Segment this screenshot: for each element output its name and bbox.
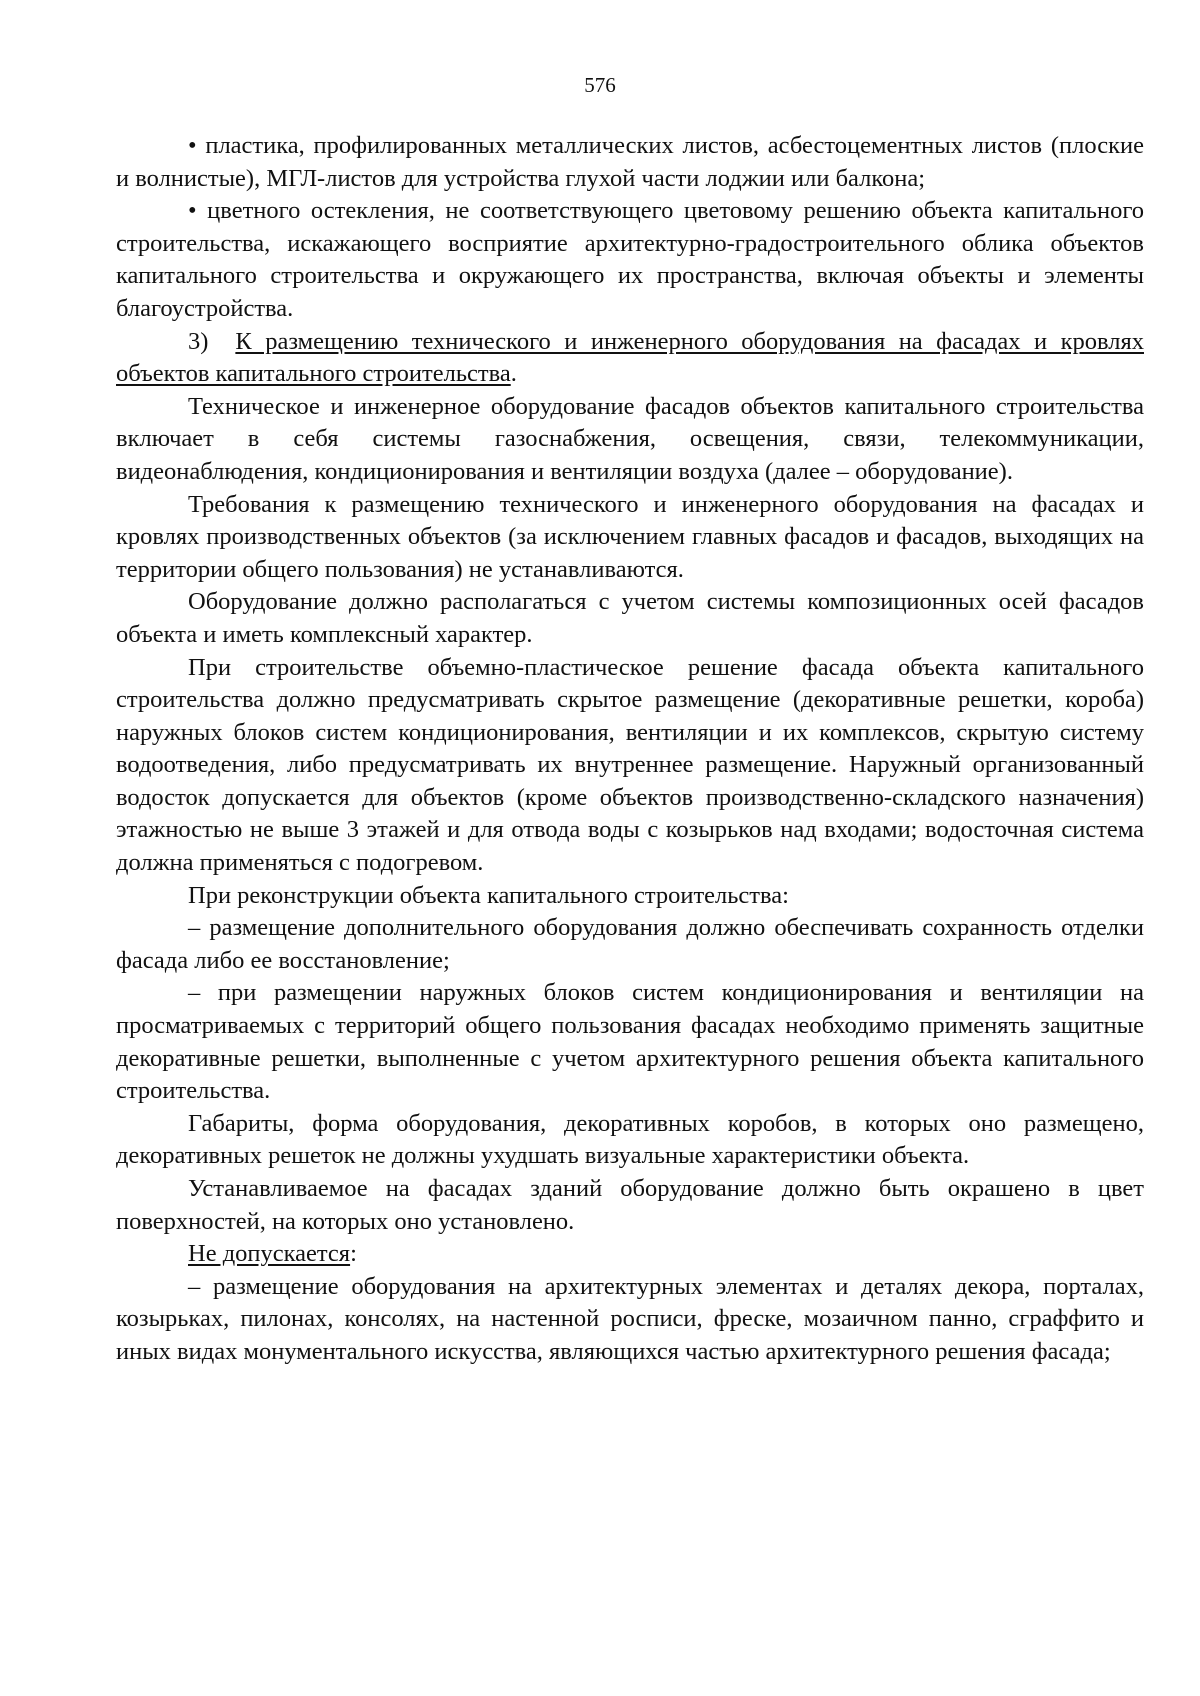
paragraph: При реконструкции объекта капитального строительства:	[188, 881, 789, 909]
bullet-marker: •	[188, 197, 197, 225]
not-allowed-heading-text: Не допускается	[188, 1240, 351, 1268]
paragraph: Техническое и инженерное оборудование фасадов объектов капитального строительства включает в себя системы газоснабжения, освещения, связи, телекоммуникации, видеонаблюдения, кондиционирования и вентиляции воздуха (далее – оборудование).	[116, 392, 1144, 485]
dash-item: – размещение дополнительного оборудования должно обеспечивать сохранность отделки фасада либо ее восстановление;	[116, 914, 1144, 974]
section-heading-text: К размещению технического и инженерного оборудования на фасадах и кровлях объектов капитального строительства	[116, 327, 1144, 388]
bullet-marker: •	[188, 132, 197, 159]
paragraph: Устанавливаемое на фасадах зданий оборудование должно быть окрашено в цвет поверхностей, на которых оно установлено.	[116, 1175, 1144, 1235]
paragraph: Оборудование должно располагаться с учетом системы композиционных осей фасадов объекта и иметь комплексный характер.	[116, 588, 1144, 648]
section-number: 3)	[188, 327, 209, 355]
paragraph: Габариты, форма оборудования, декоративных коробов, в которых оно размещено, декоративных решеток не должны ухудшать визуальные характеристики объекта.	[116, 1109, 1144, 1170]
dash-item: – размещение оборудования на архитектурных элементах и деталях декора, порталах, козырьках, пилонах, консолях, на настенной росписи, фреске, мозаичном панно, сграффито и иных видах монументального искусства, являющихся частью архитектурного решения фасада;	[116, 1272, 1144, 1365]
page-number: 576	[584, 73, 616, 97]
not-allowed-colon: :	[350, 1240, 357, 1268]
paragraph: При строительстве объемно-пластическое решение фасада объекта капитального строительства должно предусматривать скрытое размещение (декоративные решетки, короба) наружных блоков систем кондиционирования, вентиляции и их комплексов, скрытую систему водоотведения, либо предусматривать их внутреннее размещение. Наружный организованный водосток допускается для объектов (кроме объектов производственно-складского назначения) этажностью не выше 3 этажей и для отвода воды с козырьков над входами; водосточная система должна применяться с подогревом.	[116, 653, 1144, 877]
bullet-text: пластика, профилированных металлических листов, асбестоцементных листов (плоские и волнистые), МГЛ-листов для устройства глухой части лоджии или балкона;	[116, 132, 1144, 192]
page-body	[116, 130, 1144, 1369]
section-heading	[116, 326, 1144, 391]
bullet-item	[116, 130, 1144, 195]
dash-item: – при размещении наружных блоков систем кондиционирования и вентиляции на просматриваемых с территорий общего пользования фасадах необходимо применять защитные декоративные решетки, выполненные с учетом архитектурного решения объекта капитального строительства.	[116, 979, 1144, 1105]
bullet-item	[116, 195, 1144, 325]
paragraph: Требования к размещению технического и инженерного оборудования на фасадах и кровлях производственных объектов (за исключением главных фасадов и фасадов, выходящих на территории общего пользования) не устанавливаются.	[116, 490, 1144, 583]
section-heading-end: .	[510, 360, 517, 388]
bullet-text: цветного остекления, не соответствующего цветовому решению объекта капитального строительства, искажающего восприятие архитектурно-градостроительного облика объектов капитального строительства и окружающего их пространства, включая объекты и элементы благоустройства.	[116, 197, 1145, 322]
not-allowed-heading	[116, 1238, 1144, 1271]
